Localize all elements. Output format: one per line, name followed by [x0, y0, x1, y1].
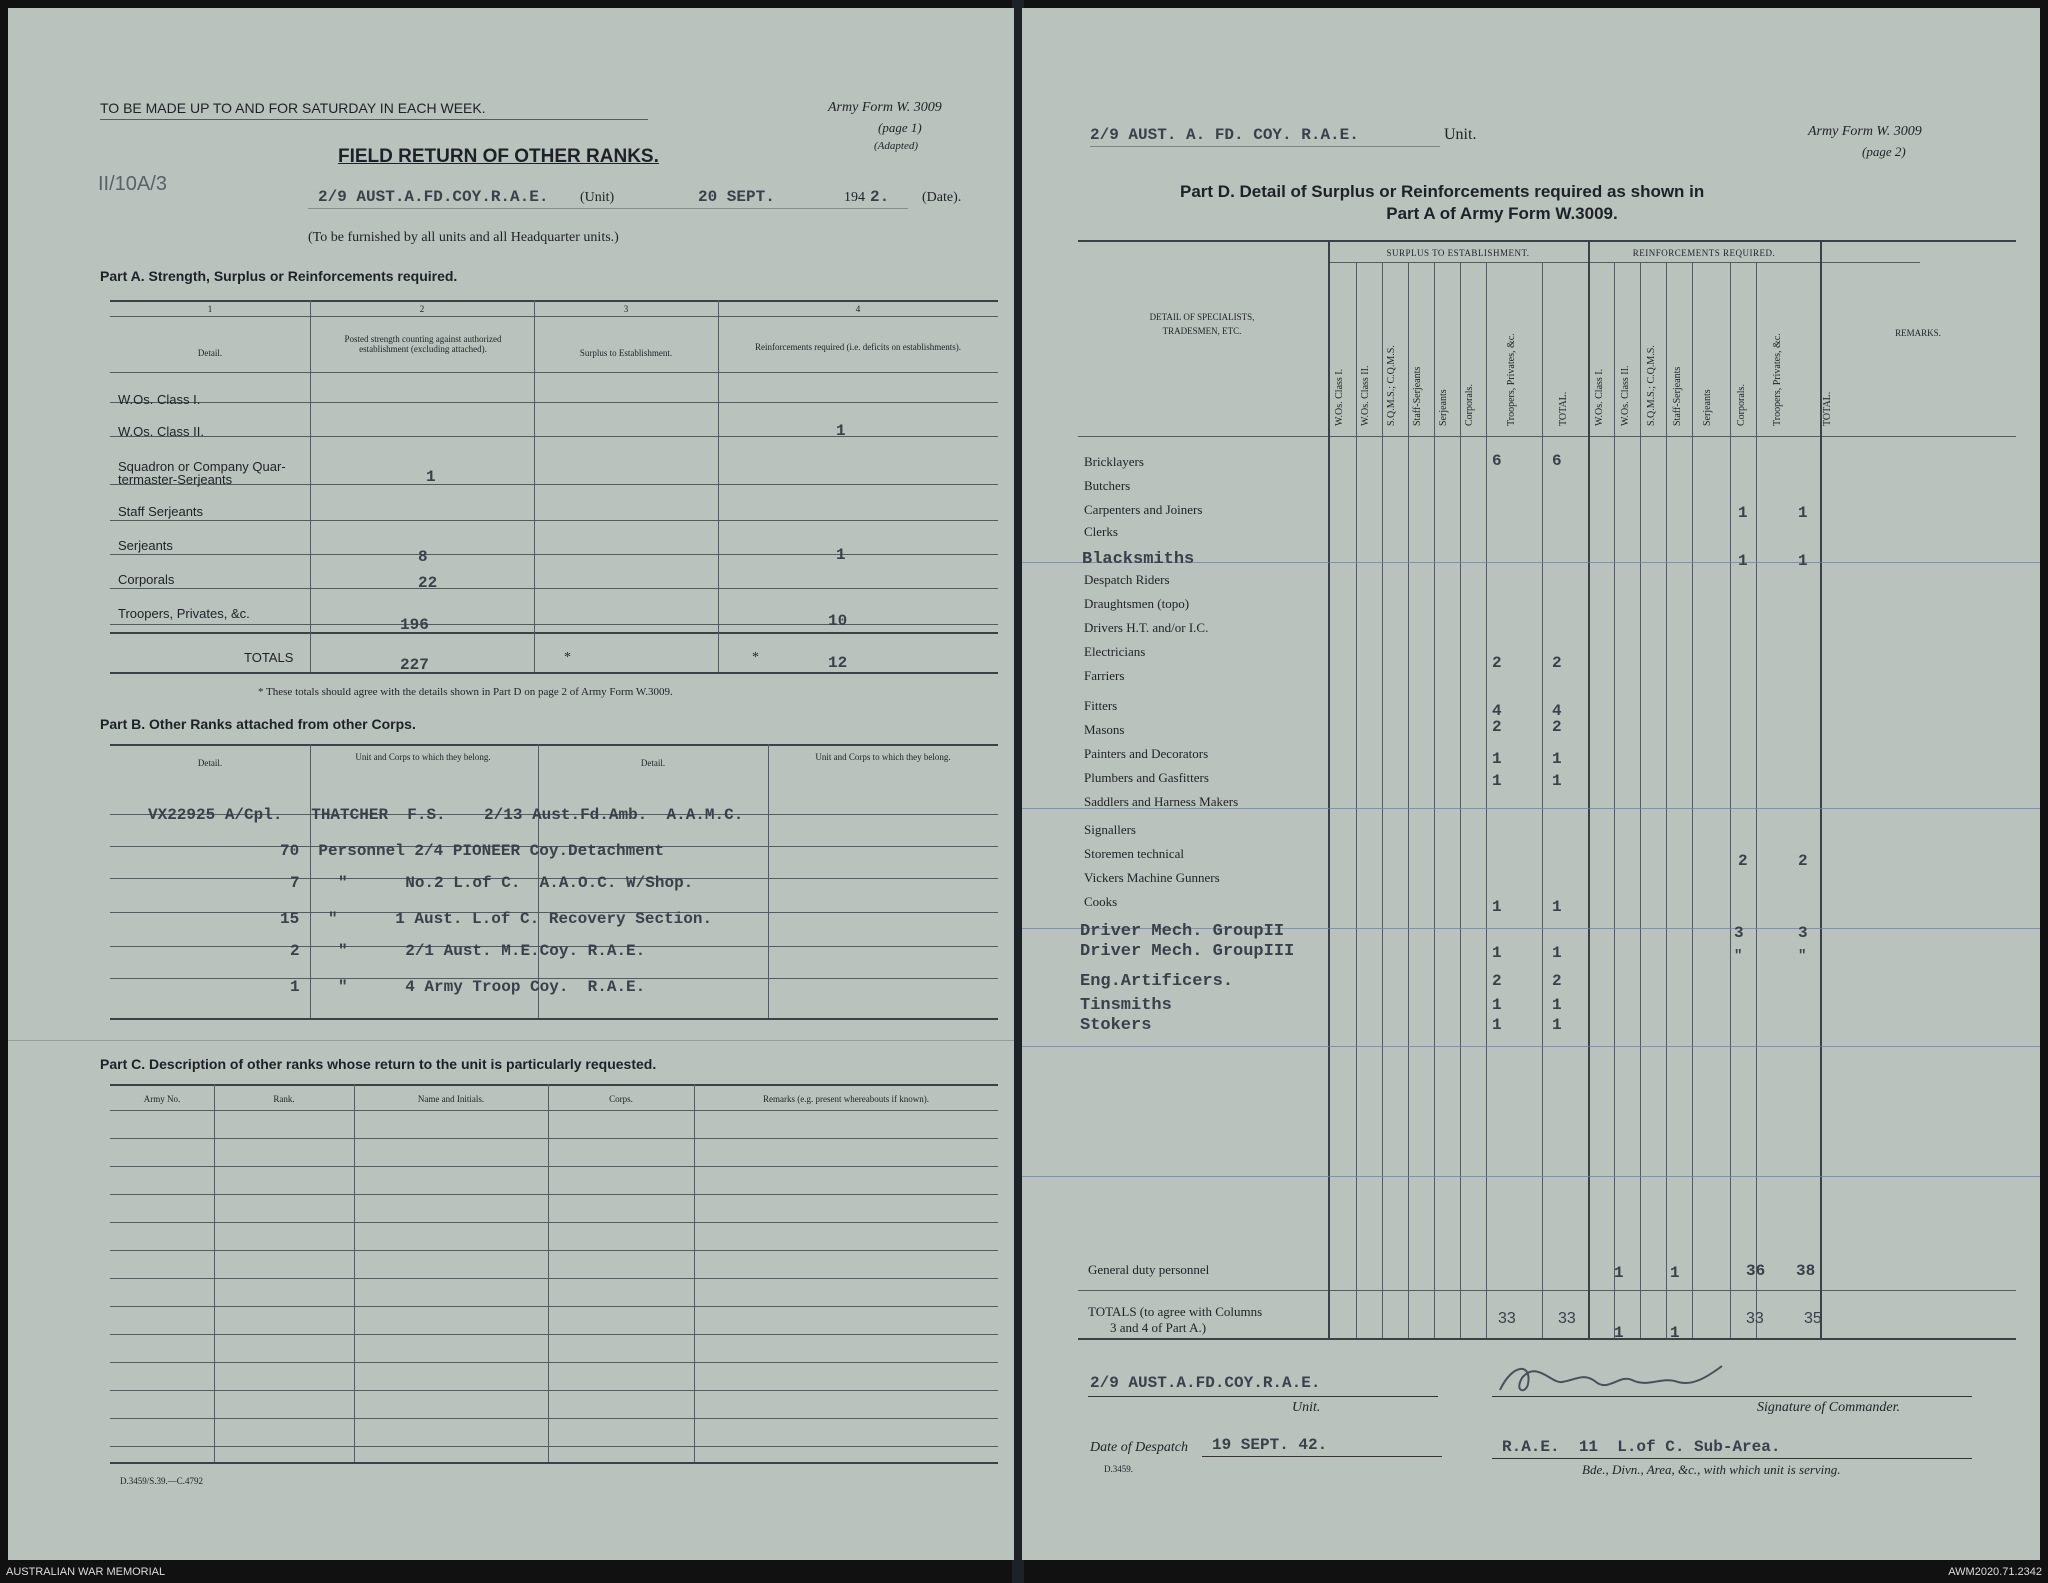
reinf-total: 1 — [1798, 504, 1808, 522]
col-header-surplus: Surplus to Establishment. — [579, 348, 673, 358]
form-page-1 — [8, 8, 1014, 1560]
subcol-total: TOTAL. — [1558, 391, 1569, 426]
col-header-army-no: Army No. — [143, 1094, 181, 1104]
signature-commander-label: Signature of Commander. — [1757, 1400, 1900, 1415]
col-number-2: 2 — [419, 304, 425, 314]
page-number: (page 1) — [878, 120, 922, 135]
attached-row: 7 " No.2 L.of C. A.A.O.C. W/Shop. — [290, 874, 694, 892]
archive-item-id: AWM2020.71.2342 — [1948, 1566, 2042, 1578]
col-number-4: 4 — [855, 304, 861, 314]
unit-label: (Unit) — [580, 190, 615, 205]
col-header-remarks: Remarks (e.g. present whereabouts if known). — [763, 1094, 929, 1104]
furnish-note: (To be furnished by all units and all Headquarter units.) — [308, 230, 619, 245]
surplus-troopers: 4 — [1492, 702, 1502, 720]
reinf-troopers: 3 — [1734, 924, 1744, 942]
col-header-name: Name and Initials. — [417, 1094, 485, 1104]
despatch-date-field: 19 SEPT. 42. — [1212, 1436, 1328, 1454]
reinf-troopers: 1 — [1738, 552, 1748, 570]
totals-posted: 227 — [400, 656, 429, 674]
surplus-total: 1 — [1552, 772, 1562, 790]
surplus-total: 2 — [1552, 654, 1562, 672]
part-c-heading: Part C. Description of other ranks whose return to the unit is particularly requested. — [100, 1056, 657, 1072]
col-header-unit-corps: Unit and Corps to which they belong. — [355, 752, 491, 762]
row-detail: Serjeants — [118, 538, 173, 553]
col-number-1: 1 — [207, 304, 213, 314]
attached-row: VX22925 A/Cpl. THATCHER F.S. 2/13 Aust.Fd.Amb. A.A.M.C. — [148, 806, 744, 824]
reinf-value: 1 — [836, 546, 846, 564]
subcol-sqms: S.Q.M.S.; C.Q.M.S. — [1646, 345, 1657, 426]
part-d-subtitle: Part A of Army Form W.3009. — [1386, 204, 1618, 223]
subcol-staff-serjeants: Staff-Serjeants — [1412, 366, 1423, 426]
trade-label: Masons — [1084, 722, 1125, 737]
surplus-total: 6 — [1552, 452, 1562, 470]
reinf-value: 10 — [828, 612, 848, 630]
trade-label: Driver Mech. GroupII — [1080, 922, 1285, 941]
part-d-title: Part D. Detail of Surplus or Reinforcements required as shown in — [1180, 182, 1705, 201]
unit-field: 2/9 AUST.A.FD.COY.R.A.E. — [318, 188, 549, 206]
posted-value: 22 — [418, 574, 438, 592]
totals-label: 3 and 4 of Part A.) — [1110, 1320, 1207, 1335]
col-header-detail: Detail. — [640, 758, 666, 768]
subcol-troopers: Troopers, Privates, &c. — [1506, 333, 1517, 426]
col-header-detail: Detail. — [197, 758, 223, 768]
totals-reinf: 12 — [828, 654, 848, 672]
reinf-total: " — [1798, 948, 1807, 964]
col-header-posted: Posted strength counting against authorized establishment (excluding attached). — [344, 334, 502, 354]
totals-reinf-total: 35 — [1804, 1310, 1822, 1327]
remarks-header: REMARKS. — [1895, 328, 1941, 338]
subcol-wo2: W.Os. Class II. — [1360, 365, 1371, 426]
col-header-rank: Rank. — [273, 1094, 295, 1104]
reinf-troopers: 1 — [1738, 504, 1748, 522]
signature-unit-label: Unit. — [1292, 1400, 1321, 1415]
row-detail: Troopers, Privates, &c. — [118, 606, 250, 621]
totals-label: TOTALS — [244, 650, 294, 665]
area-field: R.A.E. 11 L.of C. Sub-Area. — [1502, 1438, 1781, 1456]
surplus-total: 4 — [1552, 702, 1562, 720]
subcol-sqms: S.Q.M.S.; C.Q.M.S. — [1386, 345, 1397, 426]
attached-row: 2 " 2/1 Aust. M.E.Coy. R.A.E. — [290, 942, 646, 960]
col-header-reinforcements: Reinforcements required (i.e. deficits on establishments). — [755, 342, 961, 352]
header-instruction: TO BE MADE UP TO AND FOR SATURDAY IN EACH WEEK. — [100, 100, 486, 116]
area-label: Bde., Divn., Area, &c., with which unit is serving. — [1582, 1462, 1841, 1477]
col-number-3: 3 — [623, 304, 629, 314]
general-duty-sqms: 1 — [1670, 1264, 1680, 1282]
trade-label: Butchers — [1084, 478, 1131, 493]
attached-row: 15 " 1 Aust. L.of C. Recovery Section. — [280, 910, 713, 928]
part-a-heading: Part A. Strength, Surplus or Reinforcements required. — [100, 268, 458, 284]
totals-surplus-total: 33 — [1558, 1310, 1576, 1327]
totals-surplus-marker: * — [564, 650, 571, 665]
subcol-corporals: Corporals. — [1736, 384, 1747, 426]
commander-signature — [1492, 1354, 1732, 1400]
general-duty-label: General duty personnel — [1088, 1262, 1210, 1277]
trade-label: Drivers H.T. and/or I.C. — [1084, 620, 1209, 635]
surplus-troopers: 2 — [1492, 654, 1502, 672]
row-detail: W.Os. Class I. — [118, 392, 201, 407]
archive-credit: AUSTRALIAN WAR MEMORIAL — [6, 1566, 166, 1578]
general-duty-wo1: 1 — [1614, 1264, 1624, 1282]
reinf-troopers: 2 — [1738, 852, 1748, 870]
reinf-total: 3 — [1798, 924, 1808, 942]
totals-reinf-wo1: 1 — [1614, 1324, 1624, 1342]
surplus-troopers: 1 — [1492, 772, 1502, 790]
trade-label: Bricklayers — [1084, 454, 1144, 469]
reinf-total: 2 — [1798, 852, 1808, 870]
print-code: D.3459. — [1104, 1464, 1133, 1474]
subcol-wo1: W.Os. Class I. — [1594, 368, 1605, 426]
subcol-wo2: W.Os. Class II. — [1620, 365, 1631, 426]
subcol-staff-serjeants: Staff-Serjeants — [1672, 366, 1683, 426]
subcol-corporals: Corporals. — [1464, 384, 1475, 426]
trade-label: Fitters — [1084, 698, 1118, 713]
surplus-troopers: 1 — [1492, 996, 1502, 1014]
trade-label: Electricians — [1084, 644, 1146, 659]
reinf-troopers: " — [1734, 948, 1743, 964]
unit-field: 2/9 AUST. A. FD. COY. R.A.E. — [1090, 126, 1359, 144]
trade-label: Stokers — [1080, 1016, 1152, 1035]
print-code: D.3459/S.39.—C.4792 — [120, 1476, 204, 1486]
totals-reinf-sqms: 1 — [1670, 1324, 1680, 1342]
row-detail: W.Os. Class II. — [118, 424, 204, 439]
surplus-troopers: 2 — [1492, 972, 1502, 990]
surplus-total: 1 — [1552, 898, 1562, 916]
subcol-serjeants: Serjeants — [1702, 389, 1713, 426]
totals-reinf-marker: * — [752, 650, 759, 665]
reinf-total: 1 — [1798, 552, 1808, 570]
trade-label: Plumbers and Gasfitters — [1084, 770, 1209, 785]
part-b-heading: Part B. Other Ranks attached from other Corps. — [100, 716, 416, 732]
year-prefix: 194 — [844, 190, 865, 205]
surplus-troopers: 1 — [1492, 750, 1502, 768]
subcol-troopers: Troopers, Privates, &c. — [1772, 333, 1783, 426]
subcol-wo1: W.Os. Class I. — [1334, 368, 1345, 426]
surplus-total: 1 — [1552, 944, 1562, 962]
totals-reinf-troopers: 33 — [1746, 1310, 1764, 1327]
surplus-troopers: 1 — [1492, 944, 1502, 962]
general-duty-troopers: 36 — [1746, 1262, 1766, 1280]
col-header-corps: Corps. — [609, 1094, 633, 1104]
reinf-value: 1 — [836, 422, 846, 440]
signature-unit-field: 2/9 AUST.A.FD.COY.R.A.E. — [1090, 1374, 1321, 1392]
trade-label: Driver Mech. GroupIII — [1080, 942, 1295, 961]
page-number: (page 2) — [1862, 144, 1906, 159]
date-field: 20 SEPT. — [698, 188, 775, 206]
trade-label: Signallers — [1084, 822, 1136, 837]
surplus-total: 1 — [1552, 1016, 1562, 1034]
posted-value: 8 — [418, 548, 428, 566]
surplus-header: SURPLUS TO ESTABLISHMENT. — [1386, 248, 1530, 258]
subcol-total: TOTAL. — [1822, 391, 1833, 426]
trade-label: Despatch Riders — [1084, 572, 1170, 587]
totals-label: TOTALS (to agree with Columns — [1088, 1304, 1263, 1319]
form-page-2 — [1022, 8, 2040, 1560]
surplus-troopers: 1 — [1492, 898, 1502, 916]
trade-label: Clerks — [1084, 524, 1118, 539]
row-detail: Staff Serjeants — [118, 504, 204, 519]
trade-label: Farriers — [1084, 668, 1125, 683]
adapted-label: (Adapted) — [874, 140, 918, 152]
unit-label: Unit. — [1444, 126, 1477, 143]
row-detail: Squadron or Company Quar- termaster-Serjeants — [118, 459, 286, 487]
surplus-troopers: 6 — [1492, 452, 1502, 470]
trade-label: Eng.Artificers. — [1080, 972, 1234, 991]
archive-reference: II/10A/3 — [98, 173, 167, 195]
trade-label: Saddlers and Harness Makers — [1084, 794, 1239, 809]
surplus-troopers: 2 — [1492, 718, 1502, 736]
trade-label: Cooks — [1084, 894, 1118, 909]
trade-label: Storemen technical — [1084, 846, 1184, 861]
trade-label: Blacksmiths — [1082, 550, 1195, 569]
year-suffix: 2. — [870, 188, 890, 206]
army-form-label: Army Form W. 3009 — [1808, 124, 1922, 139]
detail-header: DETAIL OF SPECIALISTS, TRADESMEN, ETC. — [1149, 312, 1255, 336]
surplus-total: 2 — [1552, 972, 1562, 990]
form-title: FIELD RETURN OF OTHER RANKS. — [338, 146, 659, 167]
attached-row: 70 Personnel 2/4 PIONEER Coy.Detachment — [280, 842, 665, 860]
despatch-label: Date of Despatch — [1090, 1440, 1188, 1455]
col-header-unit-corps: Unit and Corps to which they belong. — [815, 752, 951, 762]
posted-value: 1 — [426, 468, 436, 486]
trade-label: Draughtsmen (topo) — [1084, 596, 1190, 611]
surplus-total: 1 — [1552, 996, 1562, 1014]
trade-label: Tinsmiths — [1080, 996, 1172, 1015]
part-a-footnote: * These totals should agree with the details shown in Part D on page 2 of Army Form W.3009. — [258, 686, 673, 698]
trade-label: Vickers Machine Gunners — [1084, 870, 1220, 885]
surplus-troopers: 1 — [1492, 1016, 1502, 1034]
date-label: (Date). — [922, 190, 962, 205]
subcol-serjeants: Serjeants — [1438, 389, 1449, 426]
posted-value: 196 — [400, 616, 429, 634]
trade-label: Painters and Decorators — [1084, 746, 1209, 761]
army-form-label: Army Form W. 3009 — [828, 100, 942, 115]
trade-label: Carpenters and Joiners — [1084, 502, 1203, 517]
attached-row: 1 " 4 Army Troop Coy. R.A.E. — [290, 978, 646, 996]
row-detail: Corporals — [118, 572, 175, 587]
reinforcements-header: REINFORCEMENTS REQUIRED. — [1632, 248, 1776, 258]
totals-surplus-troopers: 33 — [1498, 1310, 1516, 1327]
general-duty-total: 38 — [1796, 1262, 1816, 1280]
surplus-total: 2 — [1552, 718, 1562, 736]
col-header-detail: Detail. — [197, 348, 223, 358]
surplus-total: 1 — [1552, 750, 1562, 768]
